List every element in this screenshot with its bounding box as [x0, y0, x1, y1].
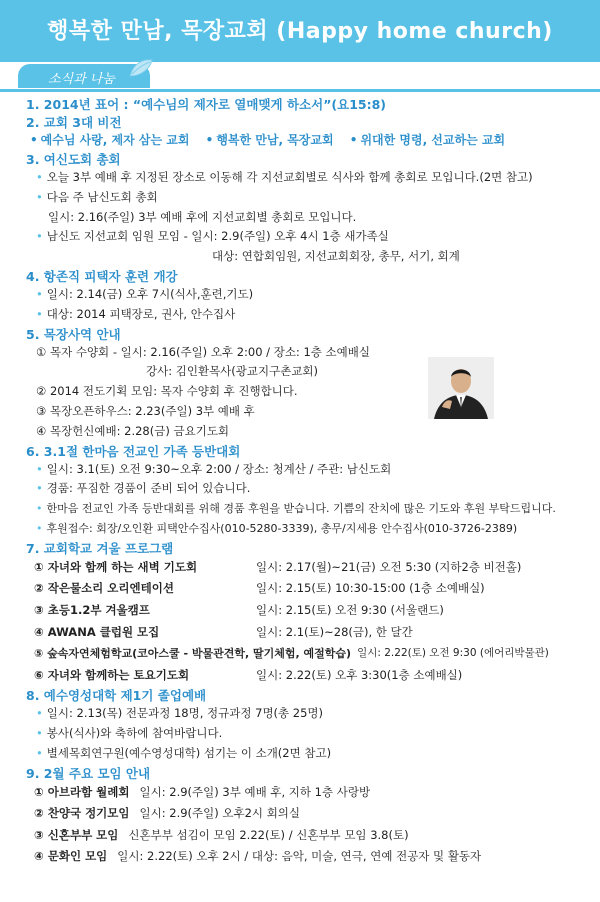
section-cell-ministry	[26, 326, 586, 442]
section-title: 4. 항존직 피택자 훈련 개강	[26, 268, 178, 284]
list-item: ① 목자 수양회 - 일시: 2.16(주일) 오후 2:00 / 장소: 1층 소예배실	[36, 344, 370, 359]
list-item: 일시: 2.16(주일) 3부 예배 후에 지선교회별 총회로 모입니다.	[48, 209, 357, 224]
vision-item: • 행복한 만남, 목장교회	[205, 133, 334, 147]
list-item: • 봉사(식사)와 축하에 참여바랍니다.	[36, 726, 223, 741]
section-motto	[26, 96, 586, 113]
section-meetings	[26, 765, 586, 868]
list-item: • 남신도 지선교회 임원 모임 - 일시: 2.9(주일) 오후 4시 1층 새가족실	[36, 229, 389, 244]
program-row: ② 작은물소리 오리엔테이션 일시: 2.15(토) 10:30-15:00 (1층 소예배실)	[34, 581, 485, 596]
section-title: 8. 예수영성대학 제1기 졸업예배	[26, 688, 207, 704]
list-item: • 한마음 전교인 가족 등반대회를 위해 경품 후원을 받습니다. 기쁨의 잔치에 많은 기도와 후원 부탁드립니다.	[36, 502, 556, 516]
section-tab-strip	[0, 62, 600, 92]
speaker-photo	[428, 357, 494, 419]
section-school-program	[26, 540, 586, 687]
meeting-row: ① 아브라함 월례회 일시: 2.9(주일) 3부 예배 후, 지하 1층 사랑방	[34, 784, 371, 799]
list-item: • 후원접수: 회장/오인환 피택안수집사(010-5280-3339), 총무/지세용 안수집사(010-3726-2389)	[36, 521, 518, 535]
page-title: 행복한 만남, 목장교회 (Happy home church)	[47, 19, 553, 44]
content	[26, 95, 586, 867]
meeting-row: ② 찬양국 정기모임 일시: 2.9(주일) 오후2시 회의실	[34, 806, 301, 821]
section-title: 6. 3.1절 한마음 전교인 가족 등반대회	[26, 443, 241, 459]
section-hiking	[26, 443, 586, 539]
section-title: 5. 목장사역 안내	[26, 326, 121, 342]
list-item: 대상: 연합회임원, 지선교회회장, 총무, 서기, 회계	[212, 249, 460, 264]
vision-item: • 위대한 명령, 선교하는 교회	[349, 133, 506, 147]
section-womens-assembly	[26, 151, 586, 267]
meeting-row: ③ 신혼부부 모임 신혼부부 섬김이 모임 2.22(토) / 신혼부부 모임 3.8(토)	[34, 827, 409, 842]
section-title: 3. 여신도회 총회	[26, 152, 121, 167]
section-title: 1. 2014년 표어 : “예수님의 제자로 열매맺게 하소서”(요15:8)	[26, 97, 386, 112]
list-item: • 일시: 2.13(목) 전문과정 18명, 정규과정 7명(총 25명)	[36, 706, 324, 721]
section-title: 2. 교회 3대 비전	[26, 115, 122, 130]
list-item: 강사: 김인환목사(광교지구촌교회)	[146, 364, 319, 379]
section-title: 7. 교회학교 겨울 프로그램	[26, 540, 174, 556]
program-row: ① 자녀와 함께 하는 새벽 기도회 일시: 2.17(월)~21(금) 오전 5:30 (지하2층 비전홀)	[34, 559, 522, 574]
meeting-row: ④ 문화인 모임 일시: 2.22(토) 오후 2시 / 대상: 음악, 미술, 연극, 연예 전공자 및 활동자	[34, 848, 482, 863]
section-graduation	[26, 687, 586, 763]
program-row: ⑤ 숲속자연체험학교(코아스쿨 - 박물관견학, 딸기체험, 예절학습) 일시: 2.22(토) 오전 9:30 (에어리박물관)	[34, 647, 549, 661]
list-item: • 일시: 2.14(금) 오후 7시(식사,훈련,기도)	[36, 286, 254, 301]
section-training	[26, 268, 586, 325]
vision-list	[26, 131, 586, 150]
section-vision	[26, 114, 586, 150]
list-item: ② 2014 전도기획 모임: 목자 수양회 후 진행합니다.	[36, 384, 298, 399]
program-row: ④ AWANA 클럽원 모집 일시: 2.1(토)~28(금), 한 달간	[34, 624, 413, 639]
list-item: • 오늘 3부 예배 후 지정된 장소로 이동해 각 지선교회별로 식사와 함께 총회로 모입니다.(2면 참고)	[36, 170, 533, 184]
list-item: ③ 목장오픈하우스: 2.23(주일) 3부 예배 후	[36, 403, 255, 418]
section-title: 9. 2월 주요 모임 안내	[26, 765, 151, 781]
program-row: ③ 초등1.2부 겨울캠프 일시: 2.15(토) 오전 9:30 (서울랜드)	[34, 602, 444, 617]
list-item: • 대상: 2014 피택장로, 권사, 안수집사	[36, 306, 236, 321]
vision-item: • 예수님 사랑, 제자 삼는 교회	[30, 133, 190, 147]
list-item: • 다음 주 남신도회 총회	[36, 189, 158, 204]
list-item: • 별세목회연구원(예수영성대학) 섬기는 이 소개(2면 참고)	[36, 745, 332, 760]
list-item: • 일시: 3.1(토) 오전 9:30~오후 2:00 / 장소: 청계산 / 주관: 남신도회	[36, 461, 392, 476]
leaf-icon	[128, 58, 154, 78]
news-tab: 소식과 나눔	[18, 64, 150, 88]
list-item: • 경품: 푸짐한 경품이 준비 되어 있습니다.	[36, 481, 251, 496]
program-row: ⑥ 자녀와 함께하는 토요기도회 일시: 2.22(토) 오후 3:30(1층 소예배실)	[34, 667, 463, 682]
list-item: ④ 목장헌신예배: 2.28(금) 금요기도회	[36, 423, 230, 438]
